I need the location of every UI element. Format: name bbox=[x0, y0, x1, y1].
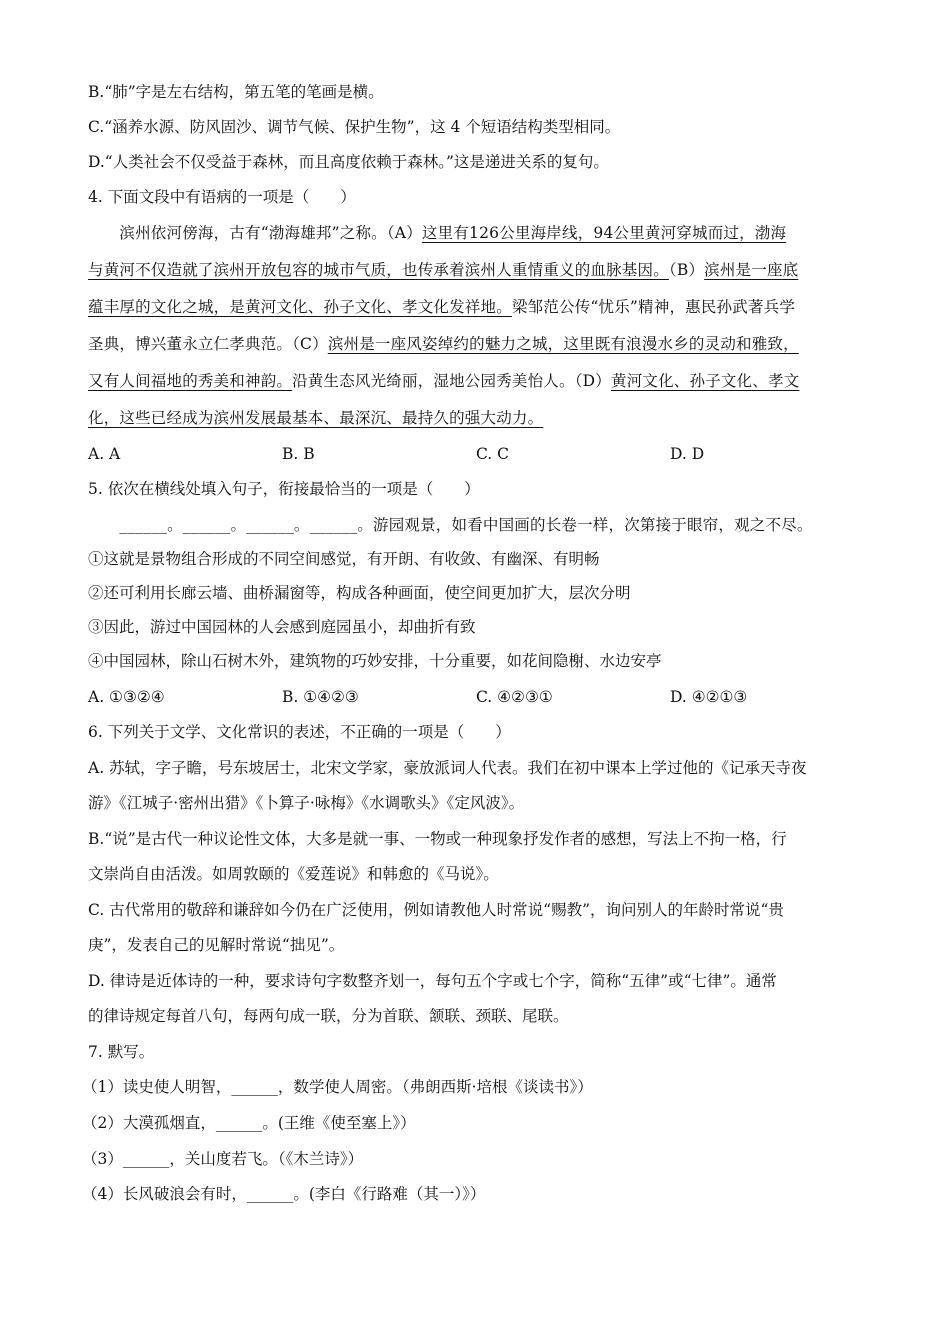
q3-option-b: B.“肺”字是左右结构，第五笔的笔画是横。 bbox=[88, 83, 384, 101]
segment-d: 黄河文化、孙子文化、孝文 bbox=[611, 372, 800, 390]
q7-item-2: （2）大漠孤烟直，______。(王维《使至塞上》） bbox=[82, 1114, 416, 1132]
q4-passage-line-6 bbox=[88, 407, 543, 429]
q6-line-4: 文崇尚自由活泼。如周敦颐的《爱莲说》和韩愈的《马说》。 bbox=[88, 865, 499, 883]
q5-option-b: B. ①④②③ bbox=[282, 688, 359, 706]
q7-title: 7. 默写。 bbox=[88, 1043, 155, 1061]
q6-line-8: 的律诗规定每首八句，每两句成一联，分为首联、颔联、颈联、尾联。 bbox=[88, 1007, 569, 1025]
q5-blank-line: ______。______。______。______。游园观景，如看中国画的长卷一样，次第接于眼帘，观之不尽。 bbox=[88, 516, 813, 534]
q4-option-a: A. A bbox=[88, 445, 121, 463]
q6-line-7: D. 律诗是近体诗的一种，要求诗句字数整齐划一，每句五个字或七个字，简称“五律”或“七律”。通常 bbox=[88, 972, 777, 990]
segment-c-cont: 又有人间福地的秀美和神韵。 bbox=[88, 372, 293, 390]
q5-item-4: ④中国园林，除山石树木外，建筑物的巧妙安排，十分重要，如花间隐榭、水边安亭 bbox=[88, 652, 662, 670]
q4-passage-line-4: 圣典，博兴董永立仁孝典范。（C）滨州是一座风姿绰约的魅力之城，这里既有浪漫水乡的灵动和雅致， bbox=[88, 335, 799, 353]
segment-d-cont: 化，这些已经成为滨州发展最基本、最深沉、最持久的强大动力。 bbox=[88, 409, 544, 427]
q5-title: 5. 依次在横线处填入句子，衔接最恰当的一项是（ ） bbox=[88, 480, 480, 498]
q7-item-4: （4）长风破浪会有时，______。(李白《行路难（其一）》） bbox=[82, 1185, 486, 1203]
q6-line-1: A. 苏轼，字子瞻，号东坡居士，北宋文学家，豪放派词人代表。我们在初中课本上学过他的《记承天寺夜 bbox=[88, 759, 807, 777]
q5-option-d: D. ④②①③ bbox=[670, 688, 748, 706]
q5-item-2: ②还可利用长廊云墙、曲桥漏窗等，构成各种画面，使空间更加扩大，层次分明 bbox=[88, 584, 631, 602]
segment-a-cont: 与黄河不仅造就了滨州开放包容的城市气质，也传承着滨州人重情重义的血脉基因。 bbox=[88, 261, 669, 279]
q5-option-c: C. ④②③① bbox=[476, 688, 553, 706]
q3-option-d: D.“人类社会不仅受益于森林，而且高度依赖于森林。”这是递进关系的复句。 bbox=[88, 153, 609, 171]
q4-title: 4. 下面文段中有语病的一项是（ ） bbox=[88, 188, 356, 206]
q4-option-c: C. C bbox=[476, 445, 510, 463]
segment-c: 滨州是一座风姿绰约的魅力之城，这里既有浪漫水乡的灵动和雅致， bbox=[327, 335, 799, 353]
q4-passage-line-1: 滨州依河傍海，古有“渤海雄邦”之称。（A）这里有126公里海岸线，94公里黄河穿城而过，渤海 bbox=[88, 224, 787, 242]
q7-item-3: （3）______，关山度若飞。（《木兰诗》） bbox=[82, 1150, 364, 1168]
q6-line-3: B.“说”是古代一种议论性文体，大多是就一事、一物或一种现象抒发作者的感想，写法上不拘一格，行 bbox=[88, 830, 787, 848]
q5-item-1: ①这就是景物组合形成的不同空间感觉，有开朗、有收敛、有幽深、有明畅 bbox=[88, 550, 600, 568]
q4-option-d: D. D bbox=[670, 445, 705, 463]
q5-option-a: A. ①③②④ bbox=[88, 688, 165, 706]
q6-line-6: 庚”，发表自己的见解时常说“拙见”。 bbox=[88, 936, 345, 954]
q4-option-b: B. B bbox=[282, 445, 315, 463]
q7-item-1: （1）读史使人明智，______，数学使人周密。（弗朗西斯·培根《谈读书》） bbox=[82, 1078, 593, 1096]
q4-passage-line-5: 又有人间福地的秀美和神韵。沿黄生态风光绮丽，湿地公园秀美怡人。（D）黄河文化、孙子文化、孝文 bbox=[88, 372, 800, 390]
segment-b: 滨州是一座底 bbox=[704, 261, 799, 279]
q6-line-2: 游》《江城子·密州出猎》《卜算子·咏梅》《水调歌头》《定风波》。 bbox=[88, 794, 525, 812]
q4-passage-line-3: 蕴丰厚的文化之城，是黄河文化、孙子文化、孝文化发祥地。梁邹范公传“忧乐”精神，惠民孙武著兵学 bbox=[88, 298, 796, 316]
q3-option-c: C.“涵养水源、防风固沙、调节气候、保护生物”，这 4 个短语结构类型相同。 bbox=[88, 118, 621, 136]
segment-a: 这里有126公里海岸线，94公里黄河穿城而过，渤海 bbox=[421, 224, 787, 242]
q5-item-3: ③因此，游过中国园林的人会感到庭园虽小，却曲折有致 bbox=[88, 618, 476, 636]
q6-line-5: C. 古代常用的敬辞和谦辞如今仍在广泛使用，例如请教他人时常说“赐教”，询问别人的年龄时常说“贵 bbox=[88, 901, 784, 919]
segment-b-cont: 蕴丰厚的文化之城，是黄河文化、孙子文化、孝文化发祥地。 bbox=[88, 298, 512, 316]
q4-passage-line-2: 与黄河不仅造就了滨州开放包容的城市气质，也传承着滨州人重情重义的血脉基因。（B）滨州是一座底 bbox=[88, 261, 799, 279]
q6-title: 6. 下列关于文学、文化常识的表述，不正确的一项是（ ） bbox=[88, 723, 511, 741]
